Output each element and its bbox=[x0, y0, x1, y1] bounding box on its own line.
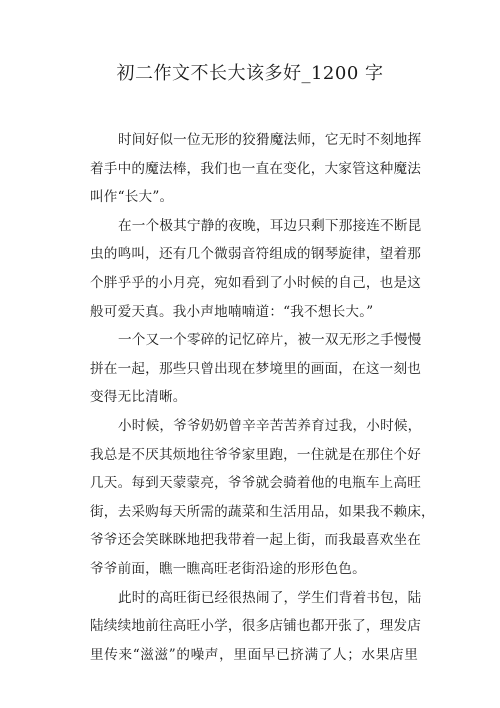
text-line: 在一个极其宁静的夜晚，耳边只剩下那接连不断昆 bbox=[118, 217, 422, 234]
text-line: 陆续续地前往高旺小学，很多店铺也都开张了，理发店 bbox=[90, 618, 422, 635]
text-line: 一个又一个零碎的记忆碎片，被一双无形之手慢慢 bbox=[118, 332, 422, 349]
text-line: 个胖乎乎的小月亮，宛如看到了小时候的自己，也是这 bbox=[90, 274, 422, 291]
article-body bbox=[90, 126, 435, 669]
text-line: 此时的高旺街已经很热闹了，学生们背着书包，陆 bbox=[118, 589, 422, 606]
text-line: 着手中的魔法棒，我们也一直在变化，大家管这种魔法 bbox=[90, 160, 422, 177]
text-line: 爷爷还会笑眯眯地把我带着一起上街，而我最喜欢坐在 bbox=[90, 532, 422, 549]
text-line: 叫作“长大”。 bbox=[90, 189, 174, 206]
text-line: 时间好似一位无形的狡猾魔法师，它无时不刻地挥 bbox=[118, 132, 422, 148]
text-line: 小时候，爷爷奶奶曾辛辛苦苦养育过我，小时候， bbox=[118, 417, 422, 434]
paragraph-2 bbox=[90, 212, 422, 326]
text-line: 我总是不厌其烦地往爷爷家里跑，一住就是在那住个好 bbox=[90, 446, 422, 463]
text-line: 里传来“滋滋”的噪声，里面早已挤满了人；水果店里 bbox=[90, 646, 418, 663]
paragraph-4 bbox=[90, 412, 435, 584]
paragraph-5 bbox=[90, 584, 422, 670]
text-line: 般可爱天真。我小声地喃喃道：“我不想长大。” bbox=[90, 303, 374, 320]
text-line: 拼在一起，那些只曾出现在梦境里的画面，在这一刻也 bbox=[90, 360, 422, 377]
text-line: 变得无比清晰。 bbox=[90, 389, 187, 406]
text-line: 虫的鸣叫，还有几个微弱音符组成的钢琴旋律，望着那 bbox=[90, 246, 422, 263]
paragraph-1 bbox=[90, 126, 422, 212]
text-line: 街，去采购每天所需的蔬菜和生活用品，如果我不赖床， bbox=[90, 503, 435, 520]
paragraph-3 bbox=[90, 326, 422, 412]
text-line: 爷爷前面，瞧一瞧高旺老街沿途的形形色色。 bbox=[90, 560, 366, 577]
text-line: 几天。每到天蒙蒙亮，爷爷就会骑着他的电瓶车上高旺 bbox=[90, 475, 422, 492]
page-title: 初二作文不长大该多好_1200 字 bbox=[116, 63, 384, 84]
